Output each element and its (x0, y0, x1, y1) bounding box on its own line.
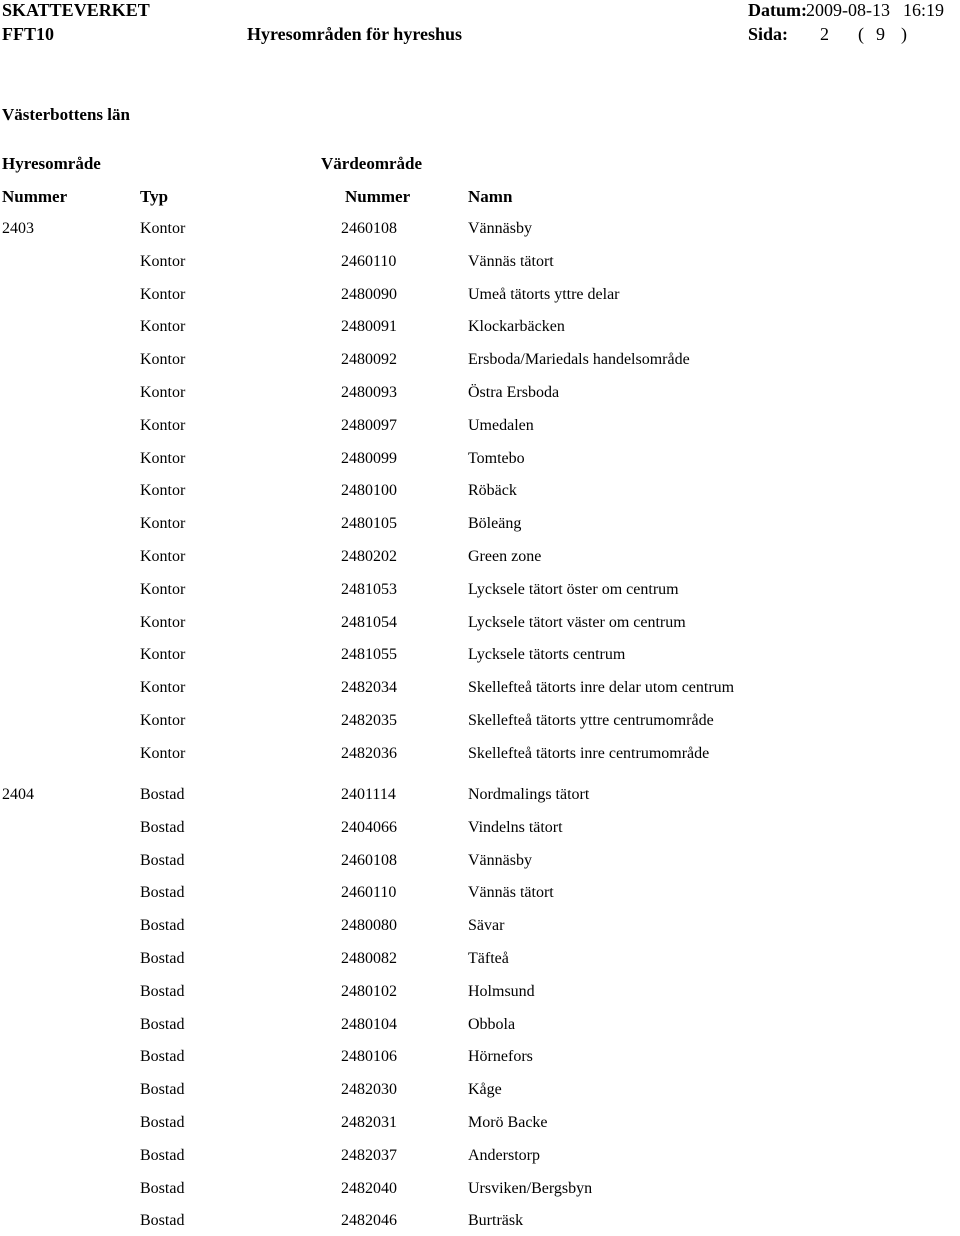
vardeomrade-number-cell: 2480080 (341, 917, 397, 935)
vardeomrade-number-cell: 2404066 (341, 818, 397, 836)
typ-cell: Kontor (140, 220, 186, 237)
column-hyresomrade: Hyresområde (2, 154, 101, 173)
table-row (0, 220, 960, 244)
name-cell: Sävar (468, 917, 505, 935)
table-row (0, 1016, 960, 1040)
typ-cell: Bostad (140, 884, 185, 902)
typ-cell: Kontor (140, 416, 186, 434)
name-cell: Green zone (468, 548, 542, 565)
table-row (0, 515, 960, 539)
hyresomrade-number: 2404 (2, 786, 34, 803)
typ-cell: Bostad (140, 1114, 185, 1131)
page-label: Sida: (748, 24, 789, 44)
name-cell: Vännäs tätort (468, 884, 554, 902)
name-cell: Vännäs tätort (468, 252, 554, 270)
typ-cell: Bostad (140, 917, 185, 935)
typ-cell: Kontor (140, 482, 186, 500)
column-typ: Typ (140, 187, 169, 206)
table-row (0, 917, 960, 941)
name-cell: Ursviken/Bergsbyn (468, 1179, 593, 1197)
name-cell: Skellefteå tätorts yttre centrumområde (468, 712, 714, 729)
table-row (0, 1048, 960, 1072)
table-row (0, 950, 960, 974)
typ-cell: Bostad (140, 1081, 185, 1099)
typ-cell: Kontor (140, 613, 186, 631)
vardeomrade-number-cell: 2482035 (341, 712, 397, 729)
vardeomrade-number-cell: 2480082 (341, 950, 397, 967)
typ-cell: Bostad (140, 818, 185, 836)
typ-cell: Bostad (140, 851, 185, 869)
typ-cell: Kontor (140, 712, 186, 729)
table-row (0, 1114, 960, 1138)
vardeomrade-number-cell: 2401114 (341, 786, 396, 803)
typ-cell: Kontor (140, 646, 186, 664)
table-row (0, 712, 960, 736)
table-row (0, 318, 960, 342)
vardeomrade-number-cell: 2480106 (341, 1048, 397, 1066)
name-cell: Umeå tätorts yttre delar (468, 285, 620, 303)
column-hyresomrade-nummer: Nummer (2, 187, 68, 206)
date-value: 2009-08-13 (806, 0, 890, 20)
vardeomrade-number-cell: 2480090 (341, 285, 397, 303)
table-row (0, 286, 960, 310)
name-cell: Anderstorp (468, 1146, 540, 1164)
typ-cell: Bostad (140, 982, 185, 1000)
table-row (0, 417, 960, 441)
name-cell: Skellefteå tätorts inre centrumområde (468, 744, 710, 762)
vardeomrade-number-cell: 2481055 (341, 646, 397, 664)
vardeomrade-number-cell: 2480091 (341, 318, 397, 336)
vardeomrade-number-cell: 2482040 (341, 1179, 397, 1197)
table-row (0, 1147, 960, 1171)
typ-cell: Kontor (140, 548, 186, 565)
document-title: Hyresområden för hyreshus (247, 24, 463, 44)
vardeomrade-number-cell: 2460108 (341, 220, 397, 237)
name-cell: Obbola (468, 1015, 516, 1033)
page-total: 9 (876, 24, 885, 44)
vardeomrade-number-cell: 2480100 (341, 482, 397, 500)
name-cell: Kåge (468, 1081, 502, 1099)
page-close-paren: ) (901, 24, 907, 44)
name-cell: Hörnefors (468, 1048, 533, 1066)
table-row (0, 1081, 960, 1105)
region-heading: Västerbottens län (2, 105, 130, 124)
form-code: FFT10 (2, 24, 54, 44)
vardeomrade-number-cell: 2482037 (341, 1146, 397, 1164)
table-row (0, 819, 960, 843)
table-row (0, 786, 960, 810)
vardeomrade-number-cell: 2482031 (341, 1114, 397, 1131)
name-cell: Umedalen (468, 416, 534, 434)
name-cell: Nordmalings tätort (468, 786, 590, 803)
name-cell: Tomtebo (468, 449, 525, 467)
column-namn: Namn (468, 187, 513, 206)
typ-cell: Bostad (140, 1179, 185, 1197)
typ-cell: Kontor (140, 515, 186, 533)
typ-cell: Bostad (140, 1015, 185, 1033)
vardeomrade-number-cell: 2481053 (341, 580, 397, 598)
table-row (0, 450, 960, 474)
name-cell: Holmsund (468, 982, 535, 1000)
table-row (0, 983, 960, 1007)
time-value: 16:19 (903, 0, 945, 20)
typ-cell: Bostad (140, 1146, 185, 1164)
vardeomrade-number-cell: 2460110 (341, 884, 397, 902)
table-row (0, 852, 960, 876)
date-label: Datum: (748, 0, 807, 20)
typ-cell: Kontor (140, 318, 186, 336)
column-vardeomrade-nummer: Nummer (345, 187, 411, 206)
table-row (0, 482, 960, 506)
typ-cell: Kontor (140, 679, 186, 697)
typ-cell: Kontor (140, 580, 186, 598)
vardeomrade-number-cell: 2460110 (341, 252, 397, 270)
typ-cell: Kontor (140, 384, 186, 401)
page-open-paren: ( (858, 24, 864, 44)
typ-cell: Kontor (140, 351, 186, 369)
name-cell: Böleäng (468, 515, 522, 533)
typ-cell: Bostad (140, 1212, 185, 1230)
typ-cell: Kontor (140, 285, 186, 303)
vardeomrade-number-cell: 2482034 (341, 679, 397, 697)
vardeomrade-number-cell: 2480104 (341, 1015, 397, 1033)
name-cell: Täfteå (468, 950, 509, 967)
table-row (0, 581, 960, 605)
name-cell: Lycksele tätorts centrum (468, 646, 626, 664)
vardeomrade-number-cell: 2460108 (341, 851, 397, 869)
vardeomrade-number-cell: 2482030 (341, 1081, 397, 1099)
typ-cell: Kontor (140, 252, 186, 270)
name-cell: Vindelns tätort (468, 818, 563, 836)
name-cell: Östra Ersboda (468, 384, 560, 401)
name-cell: Skellefteå tätorts inre delar utom centrum (468, 679, 735, 697)
table-row (0, 1212, 960, 1236)
name-cell: Klockarbäcken (468, 318, 565, 336)
name-cell: Lycksele tätort väster om centrum (468, 613, 686, 631)
name-cell: Lycksele tätort öster om centrum (468, 580, 679, 598)
vardeomrade-number-cell: 2480102 (341, 982, 397, 1000)
table-row (0, 384, 960, 408)
typ-cell: Bostad (140, 786, 185, 803)
vardeomrade-number-cell: 2480093 (341, 384, 397, 401)
name-cell: Burträsk (468, 1212, 524, 1230)
vardeomrade-number-cell: 2482046 (341, 1212, 397, 1230)
typ-cell: Bostad (140, 950, 185, 967)
vardeomrade-number-cell: 2480097 (341, 416, 397, 434)
table-row (0, 646, 960, 670)
vardeomrade-number-cell: 2481054 (341, 613, 397, 631)
name-cell: Ersboda/Mariedals handelsområde (468, 351, 690, 369)
table-row (0, 614, 960, 638)
vardeomrade-number-cell: 2482036 (341, 744, 397, 762)
agency-name: SKATTEVERKET (2, 0, 150, 20)
table-row (0, 253, 960, 277)
vardeomrade-number-cell: 2480092 (341, 351, 397, 369)
typ-cell: Kontor (140, 744, 186, 762)
vardeomrade-number-cell: 2480202 (341, 548, 397, 565)
name-cell: Röbäck (468, 482, 517, 500)
table-row (0, 548, 960, 572)
typ-cell: Kontor (140, 449, 186, 467)
hyresomrade-number: 2403 (2, 220, 34, 237)
page-number: 2 (820, 24, 829, 44)
vardeomrade-number-cell: 2480105 (341, 515, 397, 533)
typ-cell: Bostad (140, 1048, 185, 1066)
name-cell: Vännäsby (468, 220, 532, 237)
vardeomrade-number-cell: 2480099 (341, 449, 397, 467)
table-row (0, 1180, 960, 1204)
name-cell: Vännäsby (468, 851, 532, 869)
table-row (0, 745, 960, 769)
column-vardeomrade: Värdeområde (321, 154, 423, 173)
table-row (0, 884, 960, 908)
name-cell: Morö Backe (468, 1114, 548, 1131)
table-row (0, 679, 960, 703)
table-row (0, 351, 960, 375)
